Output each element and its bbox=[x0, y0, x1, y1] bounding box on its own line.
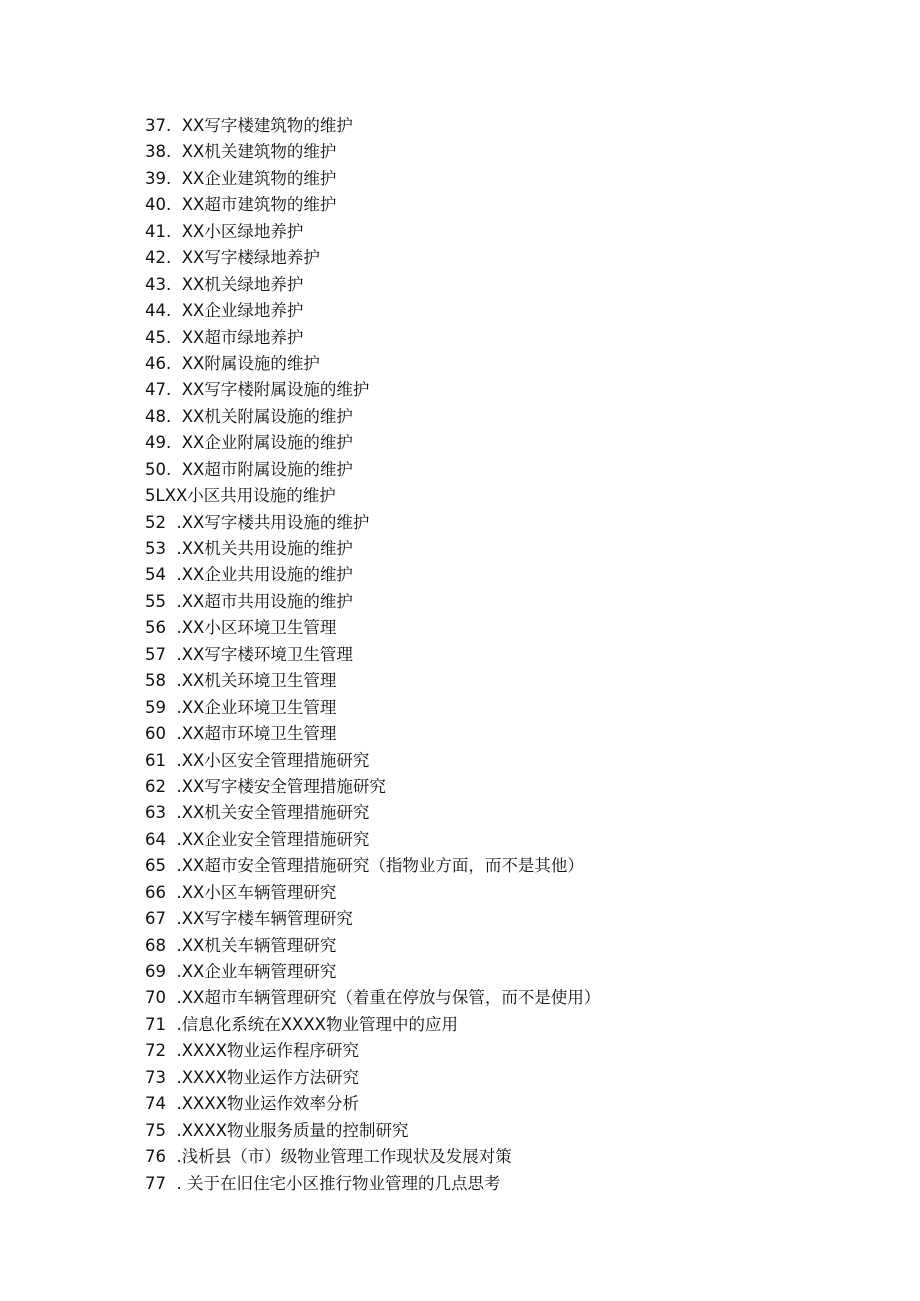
list-item-text: 57 .XX写字楼环境卫生管理 bbox=[145, 644, 353, 664]
list-item-text: 55 .XX超市共用设施的维护 bbox=[145, 591, 353, 611]
list-item bbox=[145, 113, 600, 139]
list-item bbox=[145, 589, 600, 615]
list-item-text: 68 .XX机关车辆管理研究 bbox=[145, 935, 337, 955]
list-item-text: 48. XX机关附属设施的维护 bbox=[145, 406, 353, 426]
list-item-text: 58 .XX机关环境卫生管理 bbox=[145, 671, 337, 691]
list-item-text: 65 .XX超市安全管理措施研究（指物业方面，而不是其他） bbox=[145, 856, 584, 876]
list-item bbox=[145, 959, 600, 985]
list-item-text: 47. XX写字楼附属设施的维护 bbox=[145, 380, 370, 400]
list-item-text: 66 .XX小区车辆管理研究 bbox=[145, 882, 337, 902]
list-item bbox=[145, 404, 600, 430]
list-item-text: 76 .浅析县（市）级物业管理工作现状及发展对策 bbox=[145, 1147, 512, 1167]
list-item-text: 63 .XX机关安全管理措施研究 bbox=[145, 803, 370, 823]
list-item-text: 45. XX超市绿地养护 bbox=[145, 327, 304, 347]
list-item bbox=[145, 774, 600, 800]
list-item bbox=[145, 1118, 600, 1144]
list-item bbox=[145, 642, 600, 668]
list-item-text: 73 .XXXX物业运作方法研究 bbox=[145, 1067, 359, 1087]
list-item-text: 64 .XX企业安全管理措施研究 bbox=[145, 829, 370, 849]
list-item-text: 37. XX写字楼建筑物的维护 bbox=[145, 116, 353, 135]
list-item-text: 44. XX企业绿地养护 bbox=[145, 301, 304, 321]
list-item bbox=[145, 721, 600, 747]
list-item-text: 42. XX写字楼绿地养护 bbox=[145, 248, 320, 268]
list-item-text: 62 .XX写字楼安全管理措施研究 bbox=[145, 776, 386, 796]
list-item-text: 56 .XX小区环境卫生管理 bbox=[145, 618, 337, 638]
list-item bbox=[145, 510, 600, 536]
list-item-text: 40. XX超市建筑物的维护 bbox=[145, 195, 337, 215]
list-item bbox=[145, 536, 600, 562]
list-item-text: 53 .XX机关共用设施的维护 bbox=[145, 539, 353, 558]
list-item bbox=[145, 245, 600, 271]
list-item bbox=[145, 1171, 600, 1197]
list-item-text: 67 .XX写字楼车辆管理研究 bbox=[145, 909, 353, 929]
list-item-text: 59 .XX企业环境卫生管理 bbox=[145, 697, 337, 717]
list-item bbox=[145, 483, 600, 509]
list-item-text: 71 .信息化系统在XXXX物业管理中的应用 bbox=[145, 1014, 458, 1034]
list-item-text: 43. XX机关绿地养护 bbox=[145, 274, 304, 294]
list-item-text: 75 .XXXX物业服务质量的控制研究 bbox=[145, 1120, 409, 1140]
list-item bbox=[145, 351, 600, 377]
list-item bbox=[145, 748, 600, 774]
list-item-text: 74 .XXXX物业运作效率分析 bbox=[145, 1094, 359, 1114]
list-item bbox=[145, 166, 600, 192]
list-item bbox=[145, 139, 600, 165]
list-item bbox=[145, 325, 600, 351]
list-item-text: 69 .XX企业车辆管理研究 bbox=[145, 962, 337, 981]
list-item bbox=[145, 695, 600, 721]
list-item bbox=[145, 1091, 600, 1117]
list-item-text: 52 .XX写字楼共用设施的维护 bbox=[145, 512, 370, 532]
list-item bbox=[145, 272, 600, 298]
list-item-text: 49. XX企业附属设施的维护 bbox=[145, 433, 353, 453]
list-item bbox=[145, 906, 600, 932]
list-item-text: 41. XX小区绿地养护 bbox=[145, 221, 304, 241]
list-item bbox=[145, 668, 600, 694]
list-item bbox=[145, 1065, 600, 1091]
list-item bbox=[145, 192, 600, 218]
list-item bbox=[145, 827, 600, 853]
list-item bbox=[145, 933, 600, 959]
list-item bbox=[145, 1144, 600, 1170]
list-item bbox=[145, 219, 600, 245]
list-item-text: 38. XX机关建筑物的维护 bbox=[145, 142, 337, 162]
list-item bbox=[145, 377, 600, 403]
list-item bbox=[145, 880, 600, 906]
list-item bbox=[145, 457, 600, 483]
list-item-text: 60 .XX超市环境卫生管理 bbox=[145, 724, 337, 744]
list-item-text: 46. XX附属设施的维护 bbox=[145, 353, 320, 373]
list-item bbox=[145, 298, 600, 324]
list-item-text: 72 .XXXX物业运作程序研究 bbox=[145, 1041, 359, 1061]
list-item-text: 77 . 关于在旧住宅小区推行物业管理的几点思考 bbox=[145, 1173, 501, 1193]
list-item bbox=[145, 800, 600, 826]
list-item bbox=[145, 615, 600, 641]
topic-list bbox=[145, 113, 600, 1197]
list-item bbox=[145, 985, 600, 1011]
list-item bbox=[145, 853, 600, 879]
list-item bbox=[145, 1038, 600, 1064]
list-item bbox=[145, 562, 600, 588]
list-item-text: 39. XX企业建筑物的维护 bbox=[145, 168, 337, 188]
list-item-text: 5LXX小区共用设施的维护 bbox=[145, 486, 336, 506]
list-item-text: 70 .XX超市车辆管理研究（着重在停放与保管，而不是使用） bbox=[145, 988, 601, 1008]
list-item bbox=[145, 430, 600, 456]
list-item bbox=[145, 1012, 600, 1038]
list-item-text: 50. XX超市附属设施的维护 bbox=[145, 459, 353, 479]
list-item-text: 54 .XX企业共用设施的维护 bbox=[145, 565, 353, 585]
list-item-text: 61 .XX小区安全管理措施研究 bbox=[145, 750, 370, 770]
